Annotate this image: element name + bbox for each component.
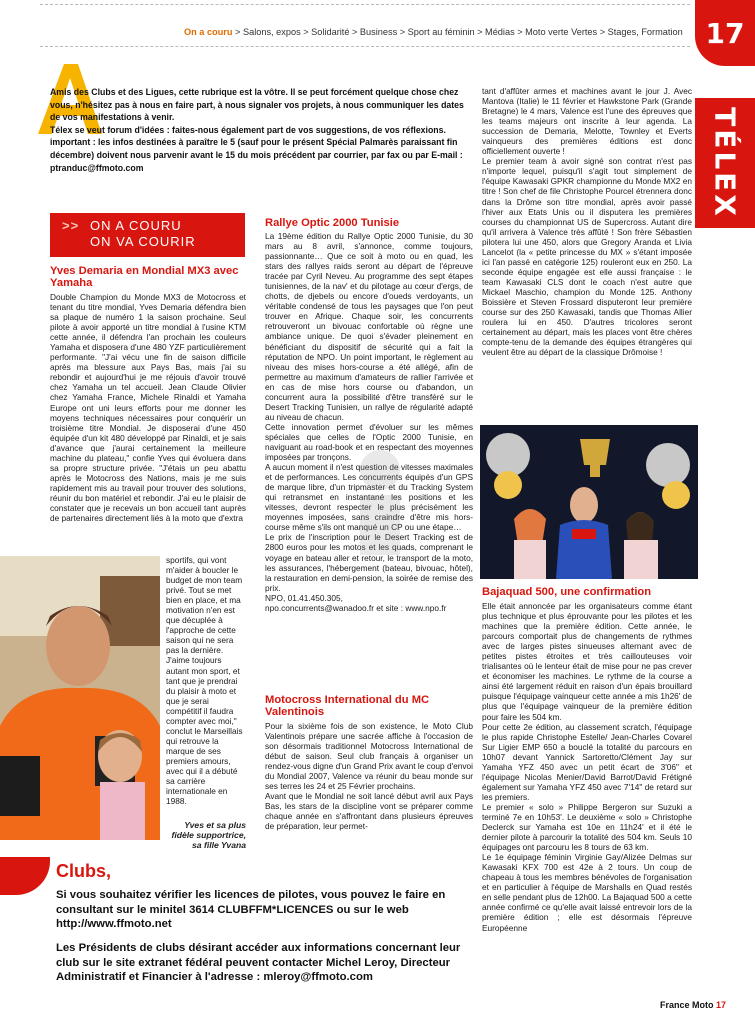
clubs-paragraph: Les Présidents de clubs désirant accéder aux informations concernant leur club sur le site extranet fédéral peuvent contacter Michel Leroy, Directeur Administratif et Financier à l'adresse : mleroy@ffmoto.com <box>56 942 461 983</box>
article-paragraph: Le premier « solo » Philippe Bergeron sur Suzuki a terminé 7e en 10h53'. Le deuxième « solo » Christophe Declerck sur Yamaha est 10e en 11h24' et il été le dernier pilote à parcourir la totalité des 504 km. Seuls 10 équipages ont parcouru les 8 tours de 63 km. <box>482 801 692 853</box>
article-title: Motocross International du MC Valentinois <box>265 694 430 718</box>
top-rule <box>40 4 690 5</box>
article-paragraph: Cette innovation permet d'évoluer sur les mêmes spéciales que celles de l'Optic 2000 Tunisie, en naviguant au road-book et en respectant des moyennes imposées par tronçons. <box>265 421 473 463</box>
clubs-title: Clubs, <box>56 861 112 881</box>
intro-text <box>50 86 465 174</box>
rider-photo <box>0 556 160 840</box>
article-body <box>482 601 692 933</box>
article-paragraph: Le prix de l'inscription pour le Desert Tracking est de 2800 euros pour les motos et les quads, comprenant le voyage en bateau aller et retour, le transport de la moto, les assurances, l'hébergement (bateau, bivouac, hôtel), la restauration en demi-pension, la soirée de remise des prix. <box>265 532 473 593</box>
intro-paragraph: Amis des Clubs et des Ligues, cette rubrique est la vôtre. Il se peut forcément quelque chose chez vous, n'hésitez pas à nous en faire part, à nous signaler vos projets, à nous communiquer les dates de vos manifestations à venir. <box>50 87 464 123</box>
magazine-name: France Moto <box>660 1000 714 1010</box>
article-body <box>482 86 692 357</box>
contact-phone: NPO, 01.41.450.305, <box>265 592 343 603</box>
article-paragraph: Elle était annoncée par les organisateurs comme étant plus technique et plus éprouvante pour les pilotes et les machines que la première édition. Cette année, le parcours comportait plus de changements de rythmes avec de larges pistes sinueuses alternant avec de petites pistes étroites et très caillouteuses voir trialisantes où le lenteur était de mise pour ne pas crever et économiser les machines. Le rythme de la course a ainsi été largement réduit en raison d'un épais brouillard puisque l'équipage vainqueur cette année a mis 1h26' de plus que l'équipage vainqueur de la première édition pour faire les 504 km. <box>482 601 692 722</box>
article-body: Double Champion du Monde MX3 de Motocross et tenant du titre mondial, Yves Demaria défendra bien sa plaque de numéro 1 la saison prochaine. Seul pilote à avoir apporté un titre mondial à l'usine KTM cette année, il défendra l'an prochain les couleurs Yamaha et disposera d'une 480 YZF particulièrement performante. "J'ai vécu une fin de saison difficile après ma blessure aux Pays Bas, mais j'ai su rebondir et aujourd'hui je me réjouis d'avoir trouvé chez Yamaha un tel accueil. Jean Claude Olivier chez Yamaha France, Michele Rinaldi et Yamaha Europe ont uni leurs efforts pour me donner les moyens techniques nécessaires pour conquérir un troisième titre Mondial. Je disposerai d'une 450 équipée d'un kit 480 développé par Rinaldi, et je sais d'avance que j'aurai certainement la meilleure machine du plateau," confie Yves qui évoluera dans sa propre structure privée. "J'étais un peu abattu après le Motocross des Nations, mais je me suis rapidement mis au travail pour trouver des solutions, réunir du bon matériel et rebondir. J'ai eu le plaisir de constater que je recevais un bon accueil tant auprès de partenaires directement liés à la moto que d'extra <box>50 292 246 524</box>
article-paragraph: Le 1e équipage féminin Virginie Gay/Alizée Delmas sur Kawasaki KFX 700 est 42e à 2 tours. Un coup de chapeau à tous les membres bénévoles de l'organisation et en particulier à l'équipe de Marshalls en Quad restés en selle pendant plus de 12h00. La Bajaquad 500 a cette année confirmé ce qu'elle avait laissé entrevoir lors de la première édition ; elle est désormais l'épreuve Européenne <box>482 852 692 933</box>
article-paragraph: Pour cette 2e édition, au classement scratch, l'équipage le plus rapide Christophe Estelle/ Jean-Charles Covarel Sur Ligier EMP 650 a bouclé la totalité du parcours en 10h07 devant Yannick Sartoretto/Clément Jay sur Yamaha YFZ 450 avec un petit écart de 3'06" et l'équipage Nicolas Menier/David Barrot/David Frétigné également sur Yamaha YFZ 450 avec 7'14" de retard sur les premiers. <box>482 721 692 802</box>
breadcrumb-sections: > Salons, expos > Solidarité > Business > Sport au féminin > Médias > Moto verte Vertes > Stages, Formation <box>232 27 683 37</box>
footer-page-number: 17 <box>716 1000 727 1010</box>
article-body: sportifs, qui vont m'aider à boucler le budget de mon team privé. Tout se met bien en place, et ma motivation n'en est que décuplée à l'approche de cette saison qui ne sera pas la dernière. J'aime toujours autant mon sport, et tant que je prendrai du plaisir à moto et que je serai compétitif il faudra compter avec moi," conclut le Marseillais qui retrouve la marque de ses premiers amours, avec qui il a débuté sa carrière internationale en 1988. <box>166 555 243 807</box>
article-body <box>265 721 473 832</box>
article-paragraph: Avant que le Mondial ne soit lancé début avril aux Pays Bas, les stars de la discipline vont se préparer comme chaque année en s'affrontant dans plusieurs épreuves de préparation, leur permet- <box>265 791 473 832</box>
breadcrumb-rule <box>40 46 690 47</box>
article-paragraph: Le premier team à avoir signé son contrat n'est pas n'importe lequel, puisqu'il s'agit tout simplement de l'équipe Kawasaki GPKR championne du Monde MX2 en titre ! Son chef de file Christophe Pourcel étrennera donc dans la Drôme son titre mondial, après avoir passé l'hiver aux Etats Unis ou il disputera les premières courses du championnat US de Supercross. Autant dire qu'il arrivera à Valence très affûté ! Son frère Sébastien pilotera lui une 450, alors que Gregory Aranda et Livia Lancelot (la « petite princesse du MX » s'étant imposée ici l'an passé en catégorie 125) rouleront eux en 250. La seconde équipe engagée est elle aussi française : le team Kawasaki CLS dont le coach n'est autre que Mickael Maschio, champion du Monde 125. Anthony Boissière et Steven Frossard disputeront leur première course sur des 250 Kawasaki, tandis que Thomas Allier roulera lui en 450. D'autres tricolores seront certainement au départ, mais les places vont être chères compte-tenu de la demande des équipes étrangères qui veulent être au départ de la classique Drômoise ! <box>482 156 692 358</box>
photo-caption: Yves et sa plus fidèle supportrice, sa fille Yvana <box>171 820 246 850</box>
double-arrow-icon: >> <box>62 218 80 233</box>
article-paragraph: La 19ème édition du Rallye Optic 2000 Tunisie, du 30 mars au 8 avril, s'annonce, comme toujours, passionnante… Que ce soit à moto ou en quad, les stars des rallyes raids seront au départ de l'épreuve tracée par Cyril Neveu. Au programme des sept étapes tunisiennes, de la nav' et du pilotage au cœur d'ergs, de chotts, de djebels ou encore d'oueds verdoyants, un véritable condensé de tous les paysages que l'on peut trouver en Afrique. Chaque soir, les concurrents retrouveront un bivouac confortable où règne une ambiance unique. De quoi s'évader pleinement en bénéficiant du dispositif de sécurité qui a fait la réputation de NPO. Un point important, le règlement au niveau des mises hors-course a été allégé, afin de permettre au maximum d'amateurs de rallier l'arrivée et en cas de mise hors course ou d'abandon, un concurrent aura la possibilité d'être transféré sur le Desert Tracking Tunisien, un rallye de régularité adapté au niveau de chacun. <box>265 231 473 422</box>
banner-line: ON VA COURIR <box>90 234 196 249</box>
section-banner <box>50 213 245 257</box>
page-number-tab <box>695 0 755 66</box>
article-title: Bajaquad 500, une confirmation <box>482 586 652 598</box>
section-tab <box>695 98 755 228</box>
article-paragraph: A aucun moment il n'est question de vitesses maximales et de performances. Les concurrents équipés d'un GPS de marque libre, d'un tripmaster et du Tracking System qui retransmet en instantané les positions et les vitesses, devront respecter le plus précisément les moyennes imposées, sans craindre d'être mis hors-course même s'ils ont manqué un CP ou une étape… <box>265 462 473 533</box>
clubs-paragraph: Si vous souhaitez vérifier les licences de pilotes, vous pouvez le faire en consultant sur le minitel 3614 CLUBFFM*LICENCES ou sur le web http://www.ffmoto.net <box>56 889 446 930</box>
podium-photo <box>480 425 698 579</box>
clubs-box <box>0 857 472 1020</box>
banner-line: ON A COURU <box>90 218 182 233</box>
article-title: Rallye Optic 2000 Tunisie <box>265 217 400 229</box>
page-number: 17 <box>705 16 745 50</box>
section-title: TÉLEX <box>708 107 742 219</box>
article-body <box>265 231 473 613</box>
intro-paragraph: important : les infos destinées à paraître le 5 (sauf pour le présent Spécial Palmarès paraissant fin décembre) doivent nous parvenir avant le 15 du mois précédent par courrier, par fax ou par E-mail : ptranduc@ffmoto.com <box>50 137 463 173</box>
breadcrumb-current[interactable]: On a couru <box>184 27 233 37</box>
article-paragraph: Pour la sixième fois de son existence, le Moto Club Valentinois prépare une sacrée affiche à l'occasion de son désormais traditionnel Motocross International de début de saison. Seul club français à organiser un rendez-vous digne d'un Grand Prix avant le coup d'envoi du Mondial 2007, Valence va réunir du beau monde sur ses terres les 24 et 25 Février prochains. <box>265 721 473 792</box>
article-title: Yves Demaria en Mondial MX3 avec Yamaha <box>50 265 239 289</box>
intro-paragraph: Télex se veut forum d'idées : faites-nous également part de vos suggestions, de vos réflexions. <box>50 124 446 135</box>
contact-web-link[interactable]: npo.concurrents@wanadoo.fr et site : www.npo.fr <box>265 602 447 613</box>
page-footer <box>660 1000 726 1010</box>
breadcrumb <box>184 27 683 37</box>
clubs-corner-decoration <box>0 857 50 895</box>
article-paragraph: tant d'affûter armes et machines avant le jour J. Avec Mantova (Italie) le 11 février et Hawkstone Park (Grande Bretagne) le 4 mars, Valence est l'une des épreuves que les teams majeurs ont inscrite à leur agenda. La succession de Demaria, Melotte, Townley et Everts vainqueurs des premières éditions est donc officiellement ouverte ! <box>482 86 692 157</box>
